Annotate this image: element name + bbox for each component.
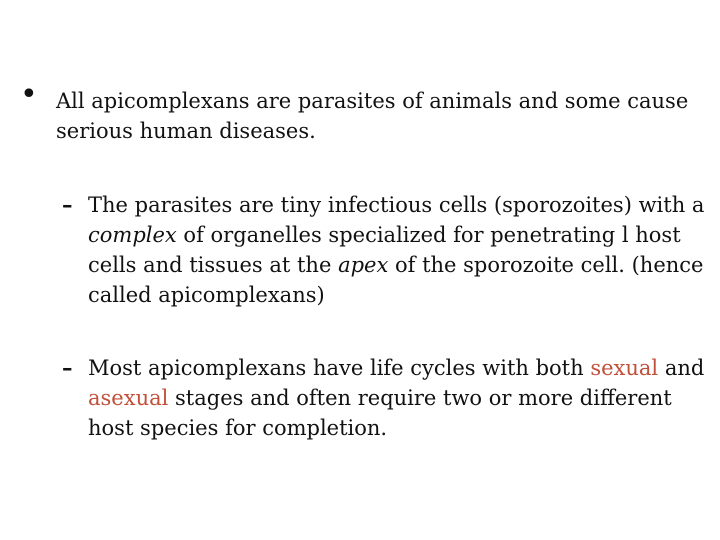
text-run: The parasites are tiny infectious cells (sporozoites) with a: [88, 193, 705, 217]
text-run: and: [658, 356, 705, 380]
dash-marker: –: [62, 192, 73, 217]
dash-marker: –: [62, 355, 73, 380]
emphasis-apex: apex: [338, 253, 389, 277]
main-bullet-text: All apicomplexans are parasites of animals and some cause serious human diseases.: [56, 89, 689, 143]
text-run: of organelles specialized for penetrating l host cells and tissues at the: [88, 223, 681, 277]
bullet-marker: •: [20, 77, 38, 112]
highlight-sexual: sexual: [590, 356, 659, 380]
emphasis-complex: complex: [88, 223, 177, 247]
text-run: stages and often require two or more different host species for completion.: [88, 386, 672, 440]
text-run: Most apicomplexans have life cycles with both: [88, 356, 591, 380]
highlight-asexual: asexual: [88, 386, 169, 410]
sub-bullet-text: [88, 190, 708, 310]
text-run: of the sporozoite cell. (hence called apicomplexans): [88, 253, 704, 307]
sub-bullet-text: [88, 353, 708, 443]
